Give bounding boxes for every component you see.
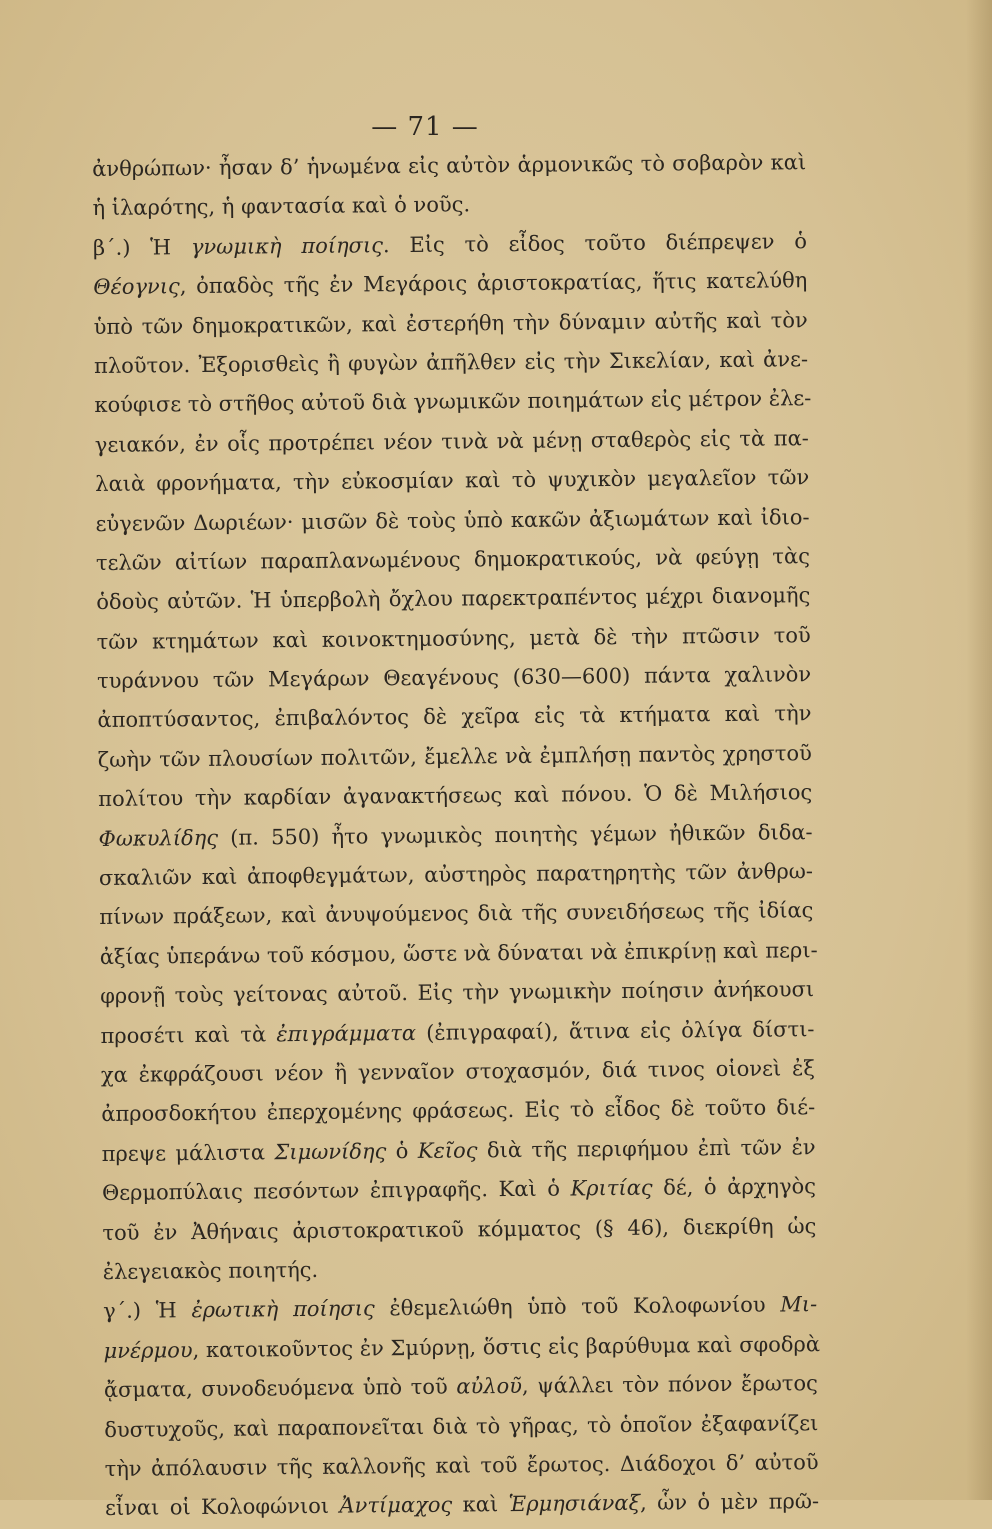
- text-line: [104, 1404, 818, 1450]
- text-line: [92, 143, 806, 189]
- text-line: [101, 1049, 815, 1095]
- text-segment: ὑπὸ τῶν δημοκρατικῶν, καὶ ἐστερήθη τὴν δύναμιν αὐτῆς καὶ τὸν: [93, 307, 808, 339]
- italic-text: Φωκυλίδης: [98, 825, 219, 851]
- text-segment: εὐγενῶν Δωριέων· μισῶν δὲ τοὺς ὑπὸ κακῶν ἀξιωμάτων καὶ ἰδιο-: [95, 504, 810, 536]
- text-segment: τυράννου τῶν Μεγάρων Θεαγένους (630—600) πάντα χαλινὸν: [96, 662, 812, 694]
- text-line: [103, 1325, 821, 1371]
- text-segment: (ἐπιγραφαί), ἅτινα εἰς ὀλίγα δίστι-: [415, 1016, 815, 1045]
- text-line: [101, 1128, 815, 1174]
- text-segment: λαιὰ φρονήματα, τὴν εὐκοσμίαν καὶ τὸ ψυχικὸν μεγαλεῖον τῶν: [95, 465, 810, 497]
- text-line: [100, 970, 814, 1016]
- text-segment: ἐλεγειακὸς ποιητής.: [102, 1257, 319, 1284]
- text-line: [99, 892, 813, 938]
- text-segment: , κατοικοῦντος ἐν Σμύρνῃ, ὅστις εἰς βαρύθυμα καὶ σφοδρὰ: [192, 1331, 821, 1362]
- page-edge-shadow: [966, 0, 992, 1500]
- italic-text: Θέογνις: [93, 274, 180, 300]
- text-line: [98, 773, 812, 819]
- italic-text: Κριτίας: [570, 1175, 653, 1201]
- text-line: [97, 695, 811, 741]
- text-segment: τελῶν αἰτίων παραπλανωμένους δημοκρατικούς, νὰ φεύγῃ τὰς: [95, 544, 811, 575]
- text-line: [100, 1010, 814, 1056]
- text-line: [93, 261, 807, 307]
- text-line: [93, 222, 807, 268]
- italic-text: Ἀντίμαχος: [339, 1492, 453, 1518]
- text-line: [97, 616, 811, 662]
- text-line: [103, 1285, 817, 1331]
- text-line: [94, 301, 808, 347]
- text-line: [101, 1088, 815, 1134]
- italic-text: μνέρμου: [103, 1337, 193, 1363]
- text-line: [98, 813, 812, 859]
- text-segment: δυστυχοῦς, καὶ παραπονεῖται διὰ τὸ γῆρας, τὸ ὁποῖον ἐξαφανίζει: [104, 1410, 819, 1442]
- body-text: [92, 143, 819, 1528]
- text-segment: πρεψε μάλιστα: [101, 1140, 275, 1166]
- text-segment: χα ἐκφράζουσι νέον ἢ γενναῖον στοχασμόν, διά τινος οἱονεὶ ἐξ: [100, 1056, 815, 1087]
- text-segment: ἀξίας ὑπεράνω τοῦ κόσμου, ὥστε νὰ δύναται νὰ ἐπικρίνῃ καὶ περι-: [99, 937, 818, 969]
- italic-text: Σιμωνίδης: [274, 1138, 387, 1165]
- text-segment: ἀποπτύσαντος, ἐπιβαλόντος δὲ χεῖρα εἰς τὰ κτήματα καὶ τὴν: [97, 701, 812, 733]
- text-segment: δέ, ὁ ἀρχηγὸς: [652, 1174, 817, 1200]
- text-line: [99, 852, 813, 898]
- page-number: — 71 —: [371, 112, 479, 142]
- text-segment: ἀνθρώπων· ἦσαν δ’ ἡνωμένα εἰς αὐτὸν ἁρμονικῶς τὸ σοβαρὸν καὶ: [92, 150, 807, 181]
- text-segment: ἡ ἱλαρότης, ἡ φαντασία καὶ ὁ νοῦς.: [92, 192, 471, 221]
- text-line: [97, 655, 811, 701]
- text-line: [95, 458, 809, 504]
- text-line: [102, 1167, 816, 1213]
- text-line: [92, 183, 806, 229]
- text-line: [95, 419, 809, 465]
- text-segment: πίνων πράξεων, καὶ ἀνυψούμενος διὰ τῆς συνειδήσεως τῆς ἰδίας: [99, 898, 814, 930]
- text-segment: εἶναι οἱ Κολοφώνιοι: [104, 1493, 340, 1521]
- text-line: [98, 734, 812, 780]
- text-segment: Θερμοπύλαις πεσόντων ἐπιγραφῆς. Καὶ ὁ: [101, 1176, 571, 1206]
- text-segment: πολίτου τὴν καρδίαν ἀγανακτήσεως καὶ πόνου. Ὁ δὲ Μιλήσιος: [98, 780, 813, 812]
- text-segment: ὁδοὺς αὐτῶν. Ἡ ὑπερβολὴ ὄχλου παρεκτραπέντος μέχρι διανομῆς: [96, 583, 811, 615]
- text-segment: γ΄.) Ἡ: [103, 1298, 192, 1324]
- italic-text: Ἑρμησιάναξ: [508, 1491, 641, 1517]
- text-segment: τὴν ἀπόλαυσιν τῆς καλλονῆς καὶ τοῦ ἔρωτος. Διάδοχοι δ’ αὐτοῦ: [104, 1449, 819, 1481]
- text-segment: ὁ: [386, 1138, 418, 1163]
- text-segment: πλοῦτον. Ἐξορισθεὶς ἢ φυγὼν ἀπῆλθεν εἰς τὴν Σικελίαν, καὶ ἀνε-: [93, 347, 809, 378]
- text-segment: τοῦ ἐν Ἀθήναις ἀριστοκρατικοῦ κόμματος (§ 46), διεκρίθη ὡς: [102, 1213, 817, 1245]
- text-line: [104, 1443, 818, 1489]
- text-segment: ᾄσματα, συνοδευόμενα ὑπὸ τοῦ: [103, 1374, 457, 1403]
- text-line: [104, 1364, 818, 1410]
- italic-text: Μι-: [780, 1292, 818, 1317]
- text-line: [95, 498, 809, 544]
- text-segment: προσέτι καὶ τὰ: [100, 1021, 277, 1048]
- italic-text: γνωμικὴ ποίησις: [190, 232, 384, 259]
- text-line: [103, 1246, 817, 1292]
- text-line: [94, 340, 808, 386]
- text-line: [102, 1207, 816, 1253]
- text-segment: κούφισε τὸ στῆθος αὐτοῦ διὰ γνωμικῶν ποιημάτων εἰς μέτρον ἐλε-: [94, 386, 812, 418]
- italic-text: ἐρωτικὴ ποίησις: [191, 1296, 375, 1323]
- italic-text: ἐπιγράμματα: [276, 1020, 417, 1046]
- text-line: [99, 931, 818, 977]
- text-segment: , ὧν ὁ μὲν πρῶ-: [639, 1489, 820, 1516]
- text-segment: , ὀπαδὸς τῆς ἐν Μεγάροις ἀριστοκρατίας, ἥτις κατελύθη: [179, 268, 808, 299]
- text-segment: ἀπροσδοκήτου ἐπερχομένης φράσεως. Εἰς τὸ εἶδος δὲ τοῦτο διέ-: [101, 1095, 816, 1127]
- text-line: [96, 537, 810, 583]
- text-segment: ἐθεμελιώθη ὑπὸ τοῦ Κολοφωνίου: [374, 1292, 781, 1321]
- text-segment: σκαλιῶν καὶ ἀποφθεγμάτων, αὐστηρὸς παρατηρητὴς τῶν ἀνθρω-: [98, 859, 814, 890]
- text-segment: (π. 550) ἦτο γνωμικὸς ποιητὴς γέμων ἠθικῶν διδα-: [217, 819, 813, 850]
- text-segment: διὰ τῆς περιφήμου ἐπὶ τῶν ἐν: [477, 1134, 816, 1163]
- text-segment: β΄.) Ἡ: [92, 234, 191, 260]
- text-line: [94, 379, 812, 425]
- text-segment: , ψάλλει τὸν πόνον ἔρωτος: [521, 1371, 818, 1399]
- italic-text: Κεῖος: [417, 1138, 478, 1163]
- italic-text: αὐλοῦ: [456, 1374, 523, 1399]
- text-segment: καὶ: [452, 1492, 509, 1517]
- text-line: [105, 1482, 819, 1528]
- text-segment: τῶν κτημάτων καὶ κοινοκτημοσύνης, μετὰ δὲ τὴν πτῶσιν τοῦ: [96, 622, 811, 654]
- text-line: [96, 576, 810, 622]
- text-segment: ζωὴν τῶν πλουσίων πολιτῶν, ἔμελλε νὰ ἐμπλήσῃ παντὸς χρηστοῦ: [97, 740, 812, 772]
- text-segment: γειακόν, ἐν οἷς προτρέπει νέον τινὰ νὰ μένῃ σταθερὸς εἰς τὰ πα-: [94, 425, 809, 457]
- text-segment: . Εἰς τὸ εἶδος τοῦτο διέπρεψεν ὁ: [382, 228, 808, 257]
- text-segment: φρονῇ τοὺς γείτονας αὐτοῦ. Εἰς τὴν γνωμικὴν ποίησιν ἀνήκουσι: [100, 977, 815, 1009]
